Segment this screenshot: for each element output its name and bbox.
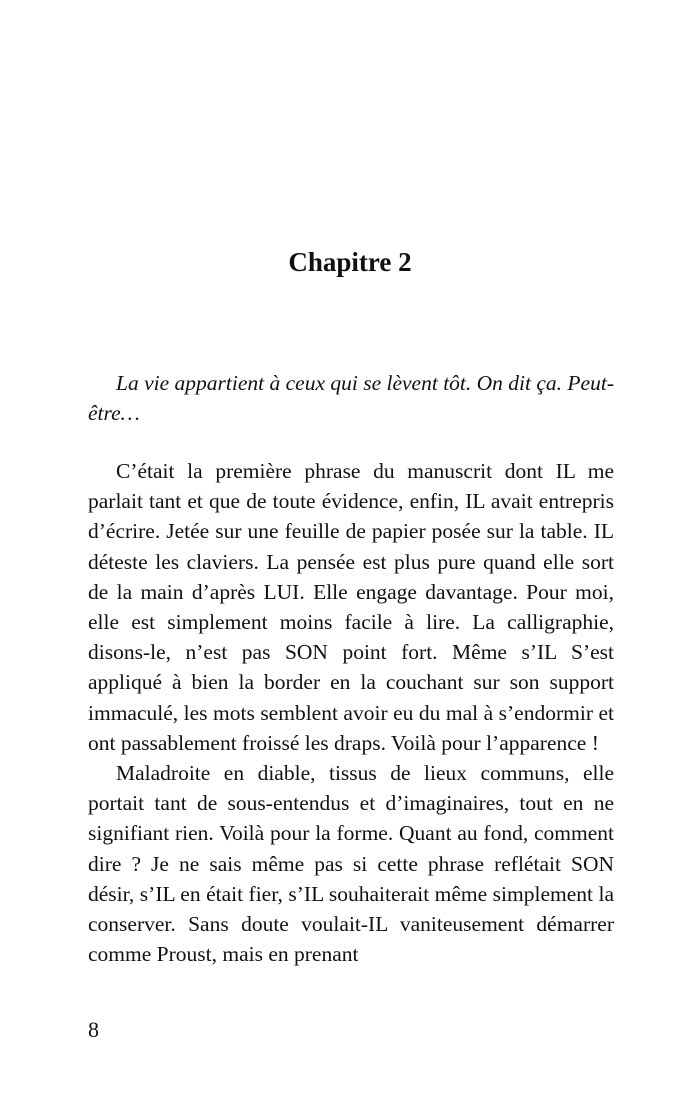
epigraph-text: La vie appartient à ceux qui se lèvent tôt. On dit ça. Peut-être… [88,371,614,426]
page-number: 8 [88,1017,99,1042]
chapter-title: Chapitre 2 [288,247,412,277]
body-text [88,456,614,969]
epigraph [88,368,614,428]
paragraph: Maladroite en diable, tissus de lieux communs, elle portait tant de sous-entendus et d’imaginaires, tout en ne signifiant rien. Voilà pour la forme. Quant au fond, comment dire ? Je ne sais même pas si cette phrase reflétait SON désir, s’IL en était fier, s’IL souhaiterait même simplement la conserver. Sans doute voulait-IL vaniteusement démarrer comme Proust, mais en prenant [88,761,614,967]
paragraph: C’était la première phrase du manuscrit dont IL me parlait tant et que de toute évidence, enfin, IL avait entrepris d’écrire. Jetée sur une feuille de papier posée sur la table. IL déteste les claviers. La pensée est plus pure quand elle sort de la main d’après LUI. Elle engage davantage. Pour moi, elle est simplement moins facile à lire. La calligraphie, disons-le, n’est pas SON point fort. Même s’IL S’est appliqué à bien la border en la couchant sur son support immaculé, les mots semblent avoir eu du mal à s’endormir et ont passablement froissé les draps. Voilà pour l’apparence ! [88,459,614,755]
